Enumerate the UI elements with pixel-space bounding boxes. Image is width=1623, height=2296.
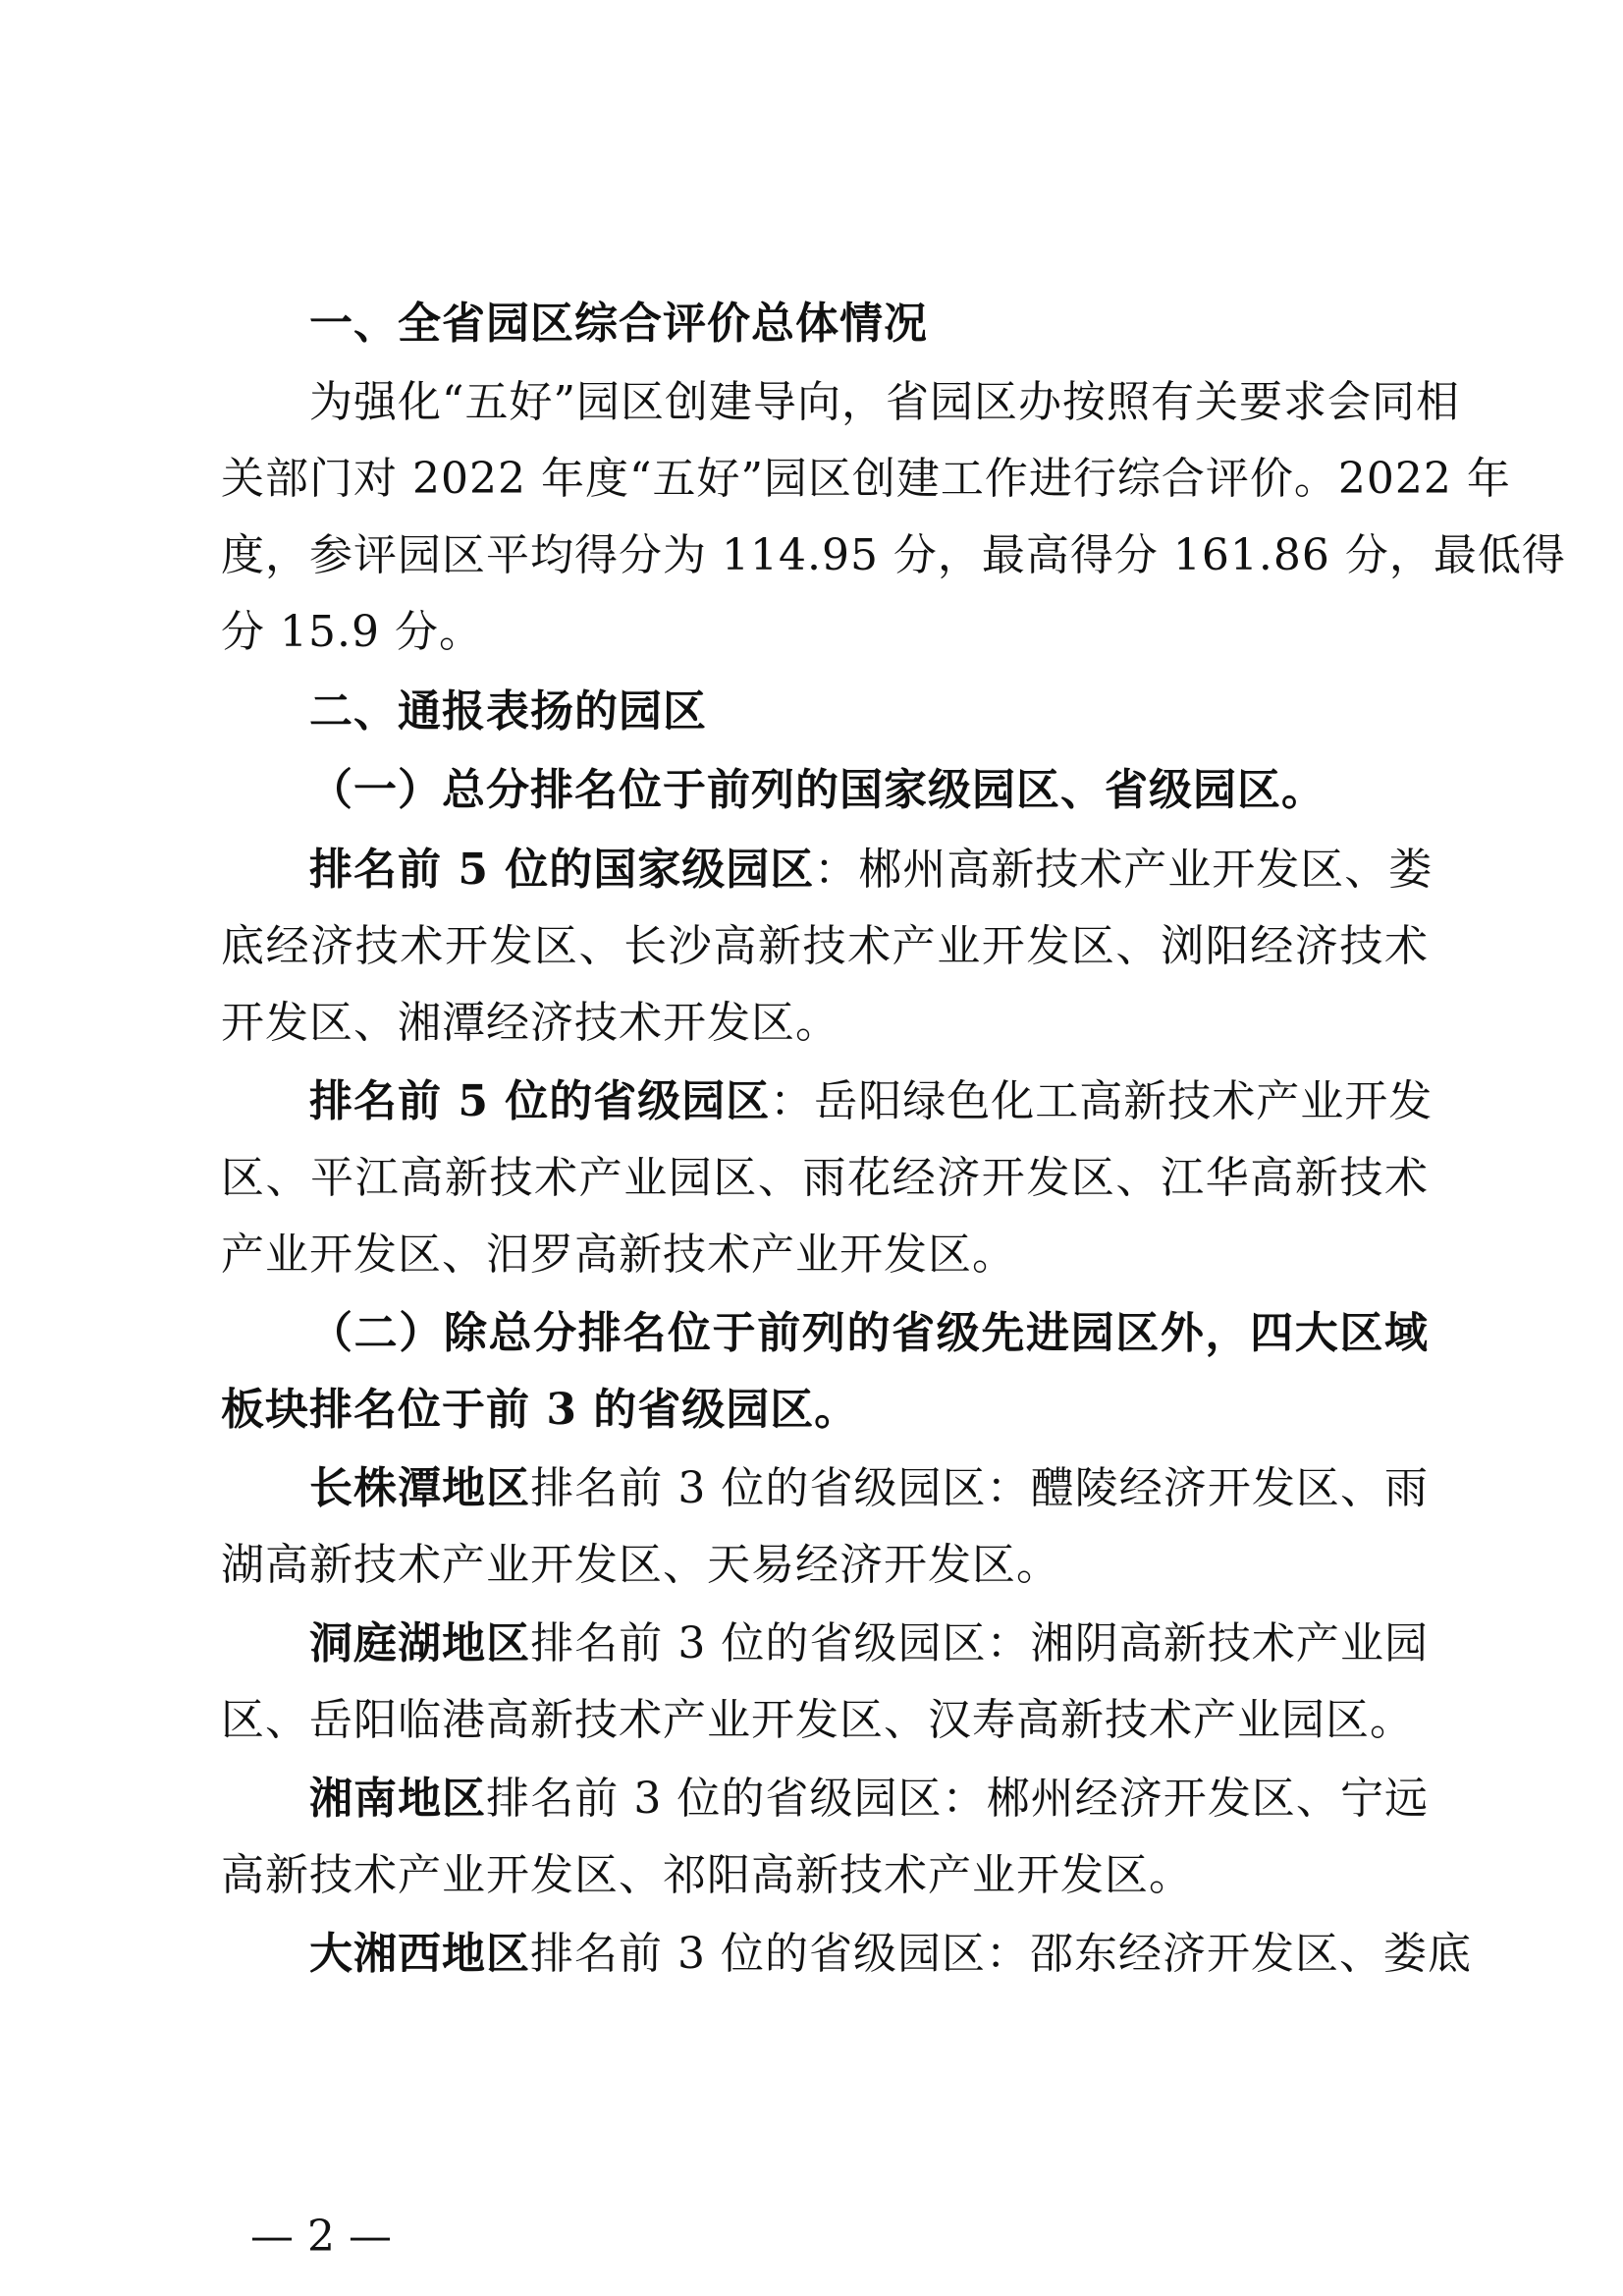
cztz-region-text: 排名前 3 位的省级园区：醴陵经济开发区、雨 — [530, 1463, 1430, 1513]
section1-para-line-1: 为强化“五好”园区创建导向，省园区办按照有关要求会同相 — [309, 377, 1460, 427]
section1-para-line-3: 度，参评园区平均得分为 114.95 分，最高得分 161.86 分，最低得 — [221, 530, 1566, 580]
provincial-parks-text: ：岳阳绿色化工高新技术产业开发 — [770, 1076, 1434, 1126]
section2-heading: 二、通报表扬的园区 — [309, 686, 707, 737]
daxiangxi-region-label: 大湘西地区 — [309, 1929, 530, 1979]
provincial-parks-line-3: 产业开发区、汨罗高新技术产业开发区。 — [221, 1230, 1016, 1280]
provincial-parks-line-1 — [309, 1074, 1434, 1129]
dongting-region-line-2: 区、岳阳临港高新技术产业开发区、汉寿高新技术产业园区。 — [221, 1695, 1414, 1745]
subsection2-heading-line-1: （二）除总分排名位于前列的省级先进园区外，四大区域 — [309, 1308, 1429, 1358]
section1-para-line-4: 分 15.9 分。 — [221, 607, 483, 657]
provincial-parks-label: 排名前 5 位的省级园区 — [309, 1076, 771, 1126]
national-parks-line-1 — [309, 843, 1434, 898]
national-parks-line-3: 开发区、湘潭经济技术开发区。 — [221, 998, 839, 1048]
cztz-region-line-2: 湖高新技术产业开发区、天易经济开发区。 — [221, 1540, 1060, 1590]
national-parks-text: ：郴州高新技术产业开发区、娄 — [814, 845, 1434, 895]
national-parks-line-2: 底经济技术开发区、长沙高新技术产业开发区、浏阳经济技术 — [221, 921, 1429, 971]
national-parks-label: 排名前 5 位的国家级园区 — [309, 845, 815, 895]
section1-heading: 一、全省园区综合评价总体情况 — [309, 299, 928, 349]
page-number: — 2 — — [250, 2212, 392, 2262]
cztz-region-label: 长株潭地区 — [309, 1463, 531, 1513]
daxiangxi-region-text: 排名前 3 位的省级园区：邵东经济开发区、娄底 — [530, 1929, 1472, 1979]
daxiangxi-region-line-1 — [309, 1927, 1472, 1982]
xiangnan-region-label: 湘南地区 — [309, 1774, 487, 1824]
section1-para-line-2: 关部门对 2022 年度“五好”园区创建工作进行综合评价。2022 年 — [221, 454, 1511, 504]
cztz-region-line-1 — [309, 1461, 1429, 1516]
subsection2-heading-line-2: 板块排名位于前 3 的省级园区。 — [221, 1385, 859, 1435]
dongting-region-label: 洞庭湖地区 — [309, 1618, 531, 1668]
provincial-parks-line-2: 区、平江高新技术产业园区、雨花经济开发区、江华高新技术 — [221, 1153, 1429, 1203]
subsection1-heading: （一）总分排名位于前列的国家级园区、省级园区。 — [309, 765, 1325, 815]
dongting-region-line-1 — [309, 1616, 1429, 1671]
xiangnan-region-line-1 — [309, 1772, 1429, 1827]
dongting-region-text: 排名前 3 位的省级园区：湘阴高新技术产业园 — [530, 1618, 1430, 1668]
xiangnan-region-line-2: 高新技术产业开发区、祁阳高新技术产业开发区。 — [221, 1850, 1193, 1900]
xiangnan-region-text: 排名前 3 位的省级园区：郴州经济开发区、宁远 — [486, 1774, 1430, 1824]
